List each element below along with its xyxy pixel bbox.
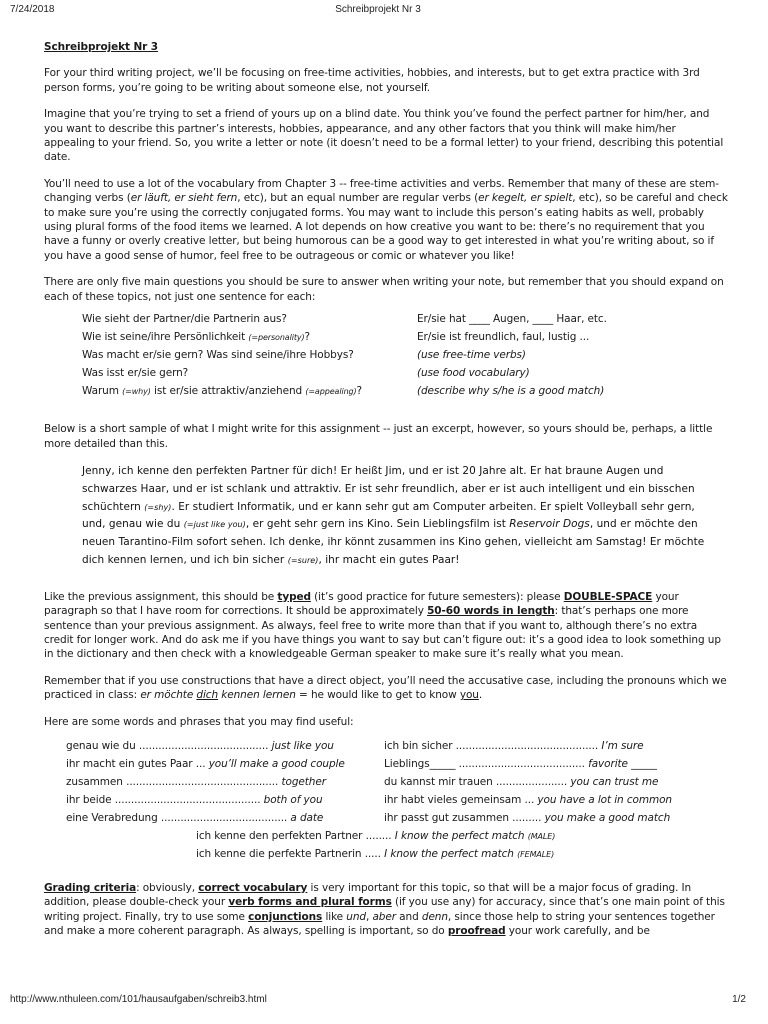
phrase-row xyxy=(66,739,384,757)
print-title: Schreibprojekt Nr 3 xyxy=(335,4,421,15)
print-footer xyxy=(10,994,746,1008)
text-span: = he would like to get to know xyxy=(295,689,460,702)
format-paragraph xyxy=(44,590,728,662)
phrase-text: ich kenne den perfekten Partner ........ xyxy=(196,829,395,842)
question-text: Wie sieht der Partner/die Partnerin aus? xyxy=(82,313,287,326)
text-span: : obviously, xyxy=(136,881,199,894)
example-italic: denn xyxy=(421,910,448,923)
phrase-text: genau wie du ........................................ xyxy=(66,739,272,752)
question-row xyxy=(82,348,717,366)
question-hint xyxy=(417,348,717,366)
text-span: , er geht sehr gern ins Kino. Sein Lieblingsfilm ist xyxy=(245,518,510,531)
question-row xyxy=(82,312,717,330)
phrase-row-centered xyxy=(196,829,696,844)
text-span: : that’s perhaps one more sentence than your previous assignment. As always, feel free to write more than that if you want to, although there’s no extra credit for longer work. And do ask me if you have things you want to say but can’t figure out: it’s a good idea to look something up in the dictionary and then check with a knowledgeable German speaker to make sure it’s really what you mean. xyxy=(44,605,721,661)
phrase-row xyxy=(66,775,384,793)
gloss: (=why) xyxy=(122,387,151,397)
phrase-text: eine Verabredung ....................................... xyxy=(66,811,291,824)
question-hint: Er/sie ist freundlich, faul, lustig ... xyxy=(417,331,590,344)
text-span: You’ll need to use a lot of the vocabulary from Chapter 3 -- free-time activities and verbs. Remember that many of these are stem-changing verbs ( xyxy=(44,177,719,205)
phrase-gloss: favorite _____ xyxy=(588,757,657,770)
emphasis: DOUBLE-SPACE xyxy=(563,590,653,603)
hint-italic: (describe why s/he is a good match) xyxy=(417,385,605,398)
sample-intro: Below is a short sample of what I might write for this assignment -- just an excerpt, however, so yours should be, perhaps, a little more detailed than this. xyxy=(44,423,713,450)
text-span: , etc), so be careful and check to make sure you’re using the correctly conjugated forms. You may want to include this person’s eating habits as well, probably using plural forms of the food items we learned. A lot depends on how creative you want to be: there’s no requirement that you have a funny or overly creative letter, but being humorous can be a good way to get interested in what you’re writing about, so if you have a good sense of humor, feel free to be outrageous or comic or whatever you like! xyxy=(44,192,728,262)
phrase-gloss: together xyxy=(281,775,326,788)
text-span: your paragraph so that I have room for corrections. It should be approximately xyxy=(44,590,679,618)
example-underlined: you xyxy=(459,689,479,702)
phrase-row xyxy=(384,739,714,757)
phrase-gloss: I know the perfect match xyxy=(394,829,528,842)
example-verbs-regular: er kegelt, er spielt xyxy=(478,192,573,205)
text-span: is very important for this topic, so that will be a major focus of grading. In addition, please double-check your xyxy=(44,881,692,909)
phrase-text: Lieblings_____ ....................................... xyxy=(384,757,589,770)
phrase-gloss: a date xyxy=(290,811,324,824)
phrase-row xyxy=(66,793,384,811)
phrase-row xyxy=(384,793,714,811)
phrase-text: du kannst mir trauen ...................... xyxy=(384,775,571,788)
phrase-text: ihr passt gut zusammen ......... xyxy=(384,811,545,824)
gloss: (=shy) xyxy=(144,502,172,512)
gloss: (=personality) xyxy=(248,333,305,343)
film-title: Reservoir Dogs xyxy=(509,518,590,531)
print-header xyxy=(10,4,746,18)
questions-table xyxy=(82,312,717,402)
phrase-row xyxy=(384,811,714,829)
page-url: http://www.nthuleen.com/101/hausaufgaben/schreib3.html xyxy=(10,994,267,1005)
intro-paragraph: For your third writing project, we’ll be focusing on free-time activities, hobbies, and interests, but to get extra practice with 3rd person forms, you’re going to be writing about someone else, not yourself. xyxy=(44,67,700,94)
phrase-gloss: you have a lot in common xyxy=(537,793,672,806)
question-hint xyxy=(417,384,717,402)
example-italic: er möchte xyxy=(140,689,197,702)
page-number: 1/2 xyxy=(732,994,746,1005)
text-span: ? xyxy=(356,385,363,398)
phrase-row xyxy=(66,757,384,775)
example-italic: kennen lernen xyxy=(218,689,296,702)
example-italic: aber xyxy=(372,910,396,923)
phrase-text: zusammen ............................................... xyxy=(66,775,282,788)
text-span: Like the previous assignment, this should be xyxy=(44,590,278,603)
question-text: Was isst er/sie gern? xyxy=(82,367,189,380)
emphasis: proofread xyxy=(447,925,506,938)
question-row xyxy=(82,330,717,348)
page-title: Schreibprojekt Nr 3 xyxy=(44,41,158,53)
phrase-gloss: just like you xyxy=(271,739,334,752)
emphasis: 50-60 words in length xyxy=(427,605,555,618)
phrase-row xyxy=(384,757,714,775)
questions-intro: There are only five main questions you should be sure to answer when writing your note, but remember that you should expand on each of these topics, not just one sentence for each: xyxy=(44,276,724,303)
print-date: 7/24/2018 xyxy=(10,4,55,15)
text-span: , since those help to string your sentences together and make a more coherent paragraph. As always, spelling is important, so do xyxy=(44,910,715,938)
phrase-gloss: I’m sure xyxy=(601,739,644,752)
example-verbs-stem: er läuft, er sieht fern xyxy=(130,192,238,205)
phrase-text: ihr macht ein gutes Paar ... xyxy=(66,757,209,770)
question-row xyxy=(82,366,717,384)
gloss: (MALE) xyxy=(527,831,556,841)
gloss: (=sure) xyxy=(287,555,319,565)
text-span: (if you use any) for accuracy, since that’s one main point of this writing project. Finally, try to use some xyxy=(44,896,725,923)
gloss: (=just like you) xyxy=(183,520,246,530)
phrases-intro: Here are some words and phrases that you may find useful: xyxy=(44,715,354,728)
example-underlined: dich xyxy=(196,689,219,702)
text-span: , ihr macht ein gutes Paar! xyxy=(318,553,460,566)
question-text xyxy=(82,330,417,348)
phrase-text: ich kenne die perfekte Partnerin ..... xyxy=(196,847,385,860)
hint-italic: (use free-time verbs) xyxy=(417,349,526,362)
phrase-list xyxy=(66,739,728,867)
text-span: and xyxy=(395,910,422,923)
blind-date-paragraph: Imagine that you’re trying to set a friend of yours up on a blind date. You think you’ve found the perfect partner for him/her, and you want to describe this partner’s interests, hobbies, appearance, and any other factors that you think will make him/her appealing to your friend. So, you write a letter or note (it doesn’t need to be a formal letter) to your friend, describing this potential date. xyxy=(44,108,724,164)
text-span: Jenny, ich kenne den perfekten Partner für dich! Er heißt Jim, und er ist 20 Jahre alt. Er hat braune Augen und schwarzes Haar, und er ist schlank und attraktiv. Er ist sehr freundlich, aber er ist auch intelligent und ein bisschen schüchtern xyxy=(82,464,695,513)
grading-paragraph xyxy=(44,881,728,939)
accusative-paragraph xyxy=(44,674,728,703)
phrase-row xyxy=(384,775,714,793)
question-hint xyxy=(417,366,717,384)
text-span: (it’s good practice for future semesters): please xyxy=(310,590,564,603)
emphasis: conjunctions xyxy=(248,910,323,923)
phrase-row-centered xyxy=(196,847,696,862)
text-span: , etc), but an equal number are regular verbs ( xyxy=(237,192,479,205)
phrase-row xyxy=(66,811,384,829)
gloss: (FEMALE) xyxy=(517,849,555,859)
phrase-text: ich bin sicher ............................................ xyxy=(384,739,602,752)
question-text: Was macht er/sie gern? Was sind seine/ihre Hobbys? xyxy=(82,349,354,362)
text-span: ist er/sie attraktiv/anziehend xyxy=(150,385,306,398)
emphasis: Grading criteria xyxy=(44,881,137,894)
question-text xyxy=(82,384,417,402)
text-span: , xyxy=(365,910,373,923)
gloss: (=appealing) xyxy=(305,387,357,397)
question-row xyxy=(82,384,717,402)
text-span: Warum xyxy=(82,385,123,398)
text-span: like xyxy=(322,910,347,923)
text-span: Remember that if you use constructions that have a direct object, you’ll need the accusative case, including the pronouns which we practiced in class: xyxy=(44,674,727,702)
question-hint: Er/sie hat ____ Augen, ____ Haar, etc. xyxy=(417,313,607,326)
text-span: , und er möchte den neuen Tarantino-Film sofort sehen. Ich denke, ihr könnt zusammen ins Kino gehen, vielleicht am Samstag! Er möchte dich kennen lernen, und ich bin sicher xyxy=(82,518,705,566)
text-span: your work carefully, and be xyxy=(505,925,650,938)
text-span: . Er studiert Informatik, und er kann sehr gut am Computer arbeiten. Er spielt Volleyball sehr gern, und, genau wie du xyxy=(82,500,695,531)
text-span: ? xyxy=(304,331,311,344)
document-body xyxy=(44,40,728,951)
hint-italic: (use food vocabulary) xyxy=(417,367,530,380)
phrase-gloss: I know the perfect match xyxy=(384,847,518,860)
phrase-gloss: both of you xyxy=(263,793,323,806)
phrase-text: ihr beide ............................................. xyxy=(66,793,264,806)
emphasis: typed xyxy=(277,590,311,603)
vocabulary-paragraph xyxy=(44,177,728,263)
text-span: Wie ist seine/ihre Persönlichkeit xyxy=(82,331,249,344)
phrase-column-left xyxy=(66,739,384,829)
example-italic: und xyxy=(346,910,366,923)
text-span: . xyxy=(478,689,483,702)
emphasis: correct vocabulary xyxy=(198,881,308,894)
phrase-text: ihr habt vieles gemeinsam ... xyxy=(384,793,538,806)
phrase-column-right xyxy=(384,739,714,829)
phrase-gloss: you’ll make a good couple xyxy=(208,757,345,770)
sample-letter xyxy=(82,463,708,570)
phrase-gloss: you can trust me xyxy=(570,775,659,788)
phrase-gloss: you make a good match xyxy=(544,811,671,824)
emphasis: verb forms and plural forms xyxy=(228,896,392,909)
